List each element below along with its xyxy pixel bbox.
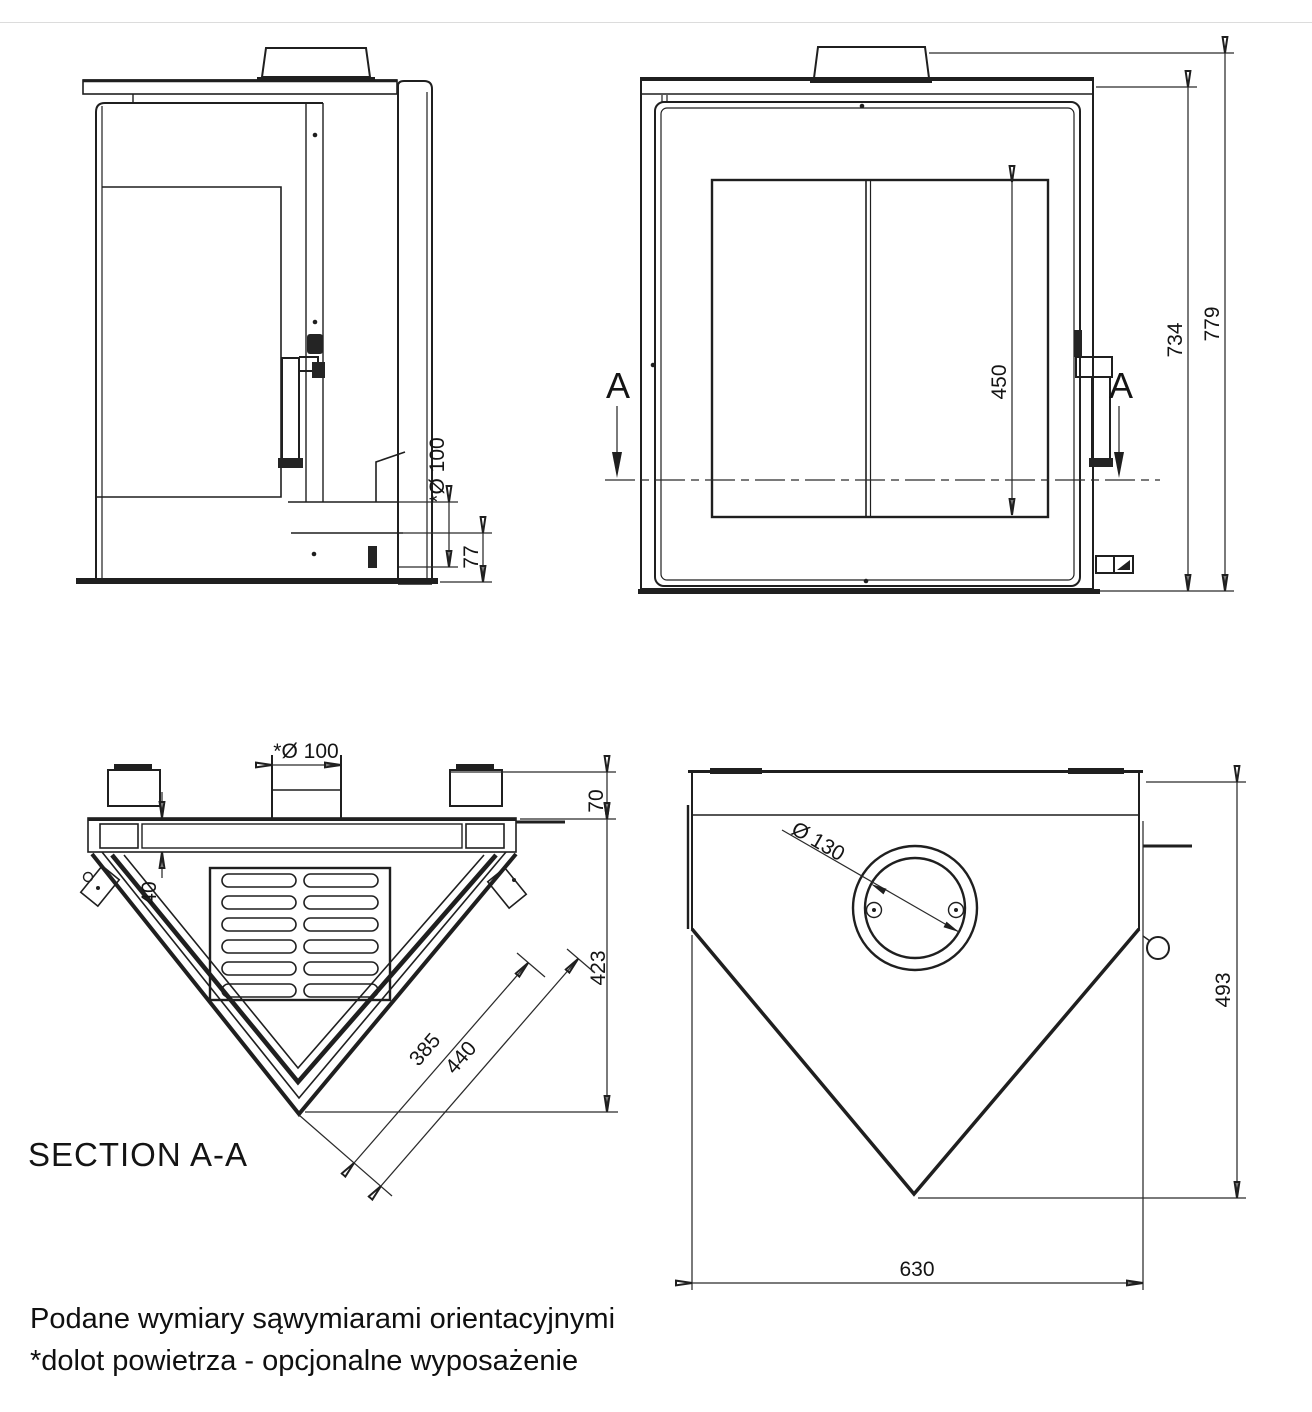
- dim-label-top-body-width: 630: [899, 1258, 935, 1281]
- insulation-hatch: [142, 824, 462, 848]
- floor-line-front: [638, 589, 1100, 594]
- side-view: [76, 48, 492, 584]
- ash-latch: [1096, 556, 1114, 573]
- door-latch-side: [307, 334, 323, 354]
- dim-label-top-depth: 70: [585, 789, 608, 813]
- dim-label-section-flue-diameter: *Ø 100: [273, 740, 339, 763]
- section-title: SECTION A-A: [28, 1136, 249, 1173]
- handle-knob-top: [1147, 937, 1169, 959]
- convection-grille: [210, 868, 390, 1000]
- door-body-side: [96, 103, 323, 578]
- section-marker-left: A: [605, 365, 631, 406]
- dim-label-total-height: 779: [1201, 306, 1224, 342]
- dim-label-glass-height: 450: [988, 364, 1011, 400]
- bracket-left-section: [108, 770, 160, 806]
- dim-line-door-width: [381, 959, 578, 1186]
- front-view: [605, 47, 1234, 594]
- flue-outlet-inner: [865, 858, 965, 958]
- hinge-block-right: [488, 868, 526, 908]
- section-arrow-left: [612, 452, 622, 478]
- stove-outline-top: [692, 771, 1139, 1194]
- dim-label-plate-thickness: 40: [138, 881, 161, 905]
- glass-side: [96, 187, 281, 497]
- flue-collar-front: [814, 47, 929, 78]
- glass-panels-front: [712, 180, 1048, 517]
- hinge-block-left: [81, 866, 119, 906]
- top-view: [688, 768, 1246, 1290]
- door-edges-top: [692, 929, 1139, 1194]
- dim-label-body-height: 734: [1164, 322, 1187, 358]
- section-marker-right: A: [1108, 365, 1134, 406]
- footnote-air-inlet: *dolot powietrza - opcjonalne wyposażenie: [30, 1345, 579, 1377]
- flue-collar-side: [262, 48, 370, 77]
- bracket-right-section: [450, 770, 502, 806]
- dim-label-top-body-depth: 493: [1212, 972, 1235, 1008]
- dim-label-door-width: 440: [440, 1036, 482, 1079]
- door-handle-front: [1092, 377, 1110, 461]
- dim-label-side-base-height: 77: [460, 545, 483, 569]
- stove-body-front: [641, 78, 1093, 589]
- door-handle-side: [282, 358, 299, 461]
- floor-line-side: [76, 578, 438, 584]
- section-arrow-right: [1114, 452, 1124, 478]
- footnote-dimensions: Podane wymiary sąwymiarami orientacyjnymi: [30, 1303, 616, 1335]
- top-plate-section: [88, 818, 516, 852]
- door-frame-front: [655, 102, 1080, 586]
- footnotes: [30, 1298, 615, 1382]
- dim-label-body-depth-section: 423: [587, 950, 610, 986]
- dim-label-side-flue-diameter: *Ø 100: [426, 437, 449, 503]
- flue-outlet-outer: [853, 846, 977, 970]
- dim-label-top-flue-diameter: Ø 130: [787, 817, 849, 866]
- section-view: [28, 740, 618, 1196]
- dim-label-glass-width: 385: [404, 1028, 446, 1071]
